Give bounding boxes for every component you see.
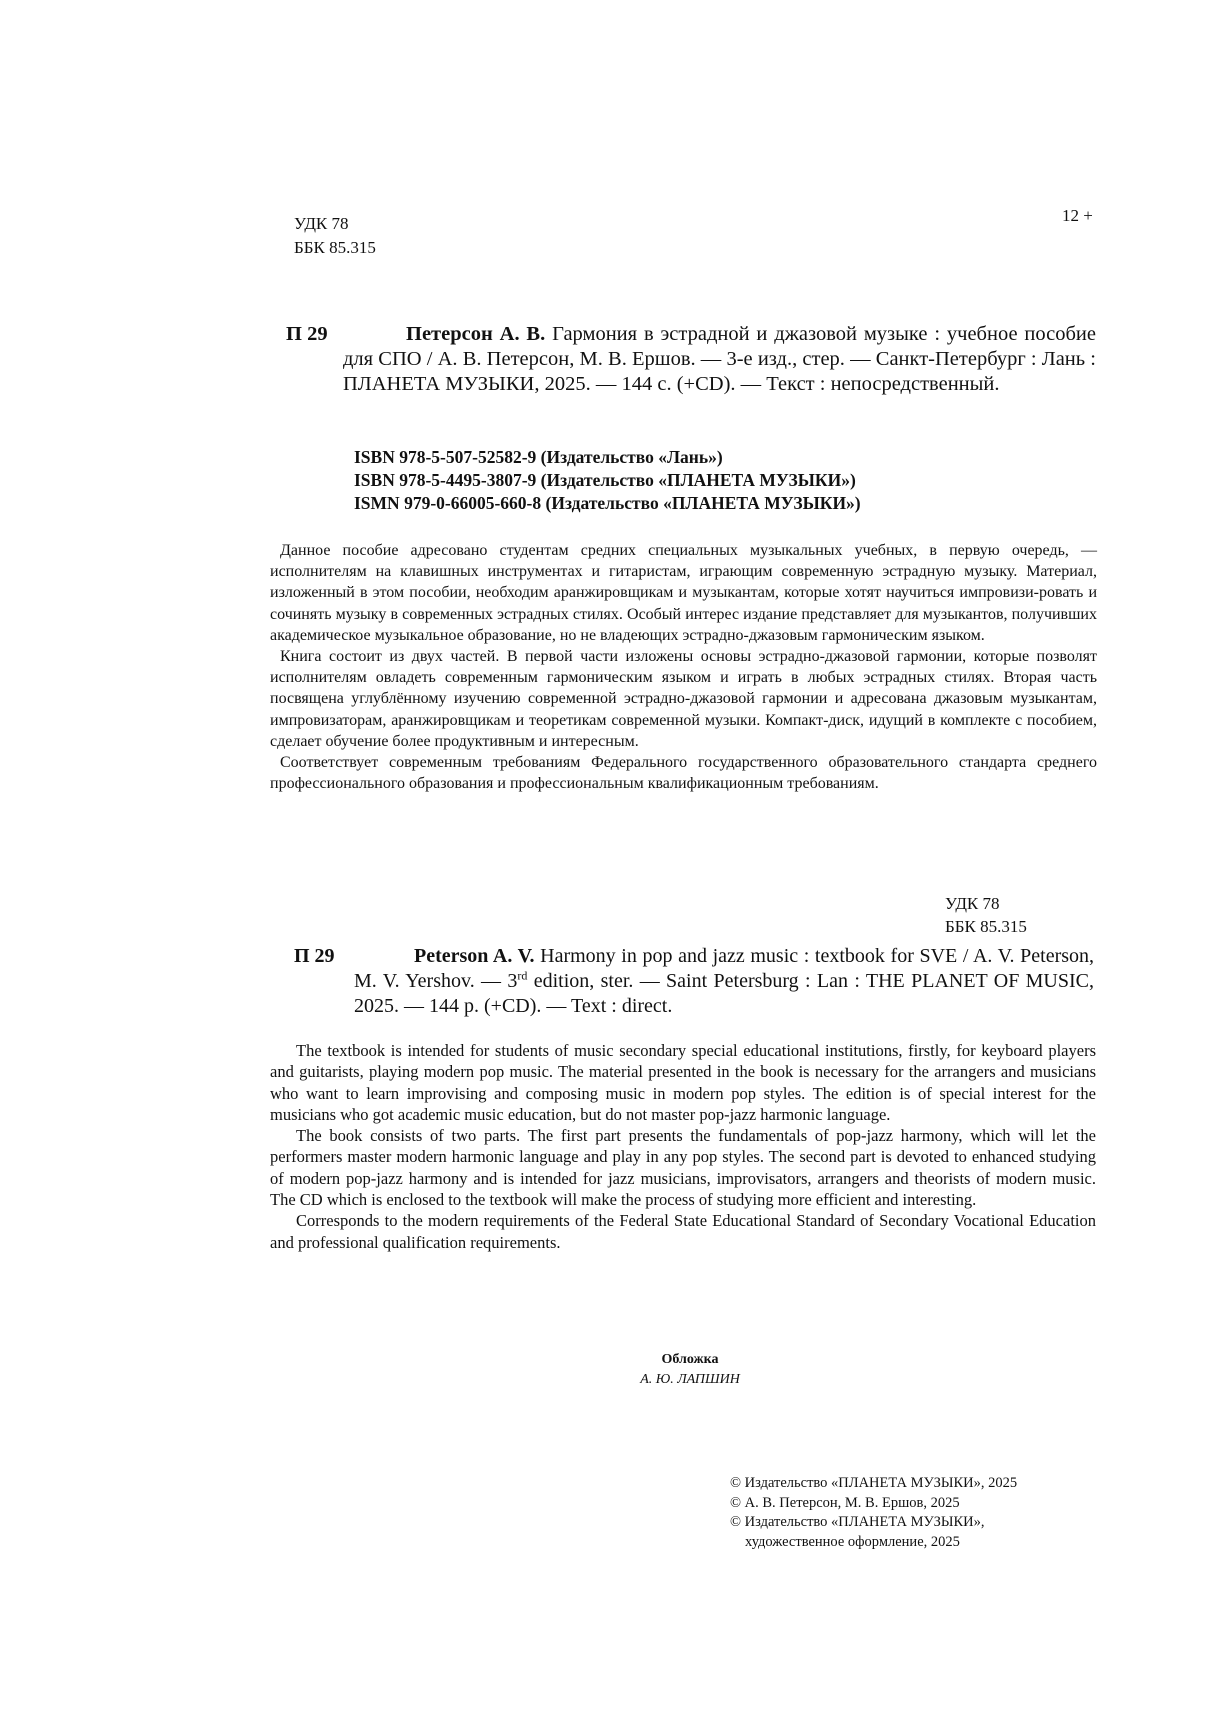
entry-description: Гармония в эстрадной и джазовой музыке : учебное пособие для СПО / А. В. Петерсон, М. В. Ершов. — 3-е изд., стер. — Санкт-Петербург : Лань : ПЛАНЕТА МУЗЫКИ, 2025. — 144 с. (+CD). — Текст : непосредственный.: [343, 323, 1096, 395]
copyright-block: [730, 1474, 1017, 1552]
entry-description-cont: edition, ster. — Saint Petersburg : Lan : THE PLANET OF MUSIC, 2025. — 144 p. (+CD). — Text : direct.: [354, 970, 1094, 1017]
udk-code: УДК 78: [945, 894, 1000, 913]
isbn-line: ISBN 978-5-507-52582-9 (Издательство «Лань»): [354, 447, 723, 467]
author-mark: П 29: [294, 945, 335, 967]
abstract-paragraph: The book consists of two parts. The first part presents the fundamentals of pop-jazz harmony, which will let the performers master modern harmonic language and play in any pop styles. The second part is devoted to enhanced studying of modern pop-jazz harmony and is intended for jazz musicians, improvisators, arrangers and theorists of modern music. The CD which is enclosed to the textbook will make the process of studying more efficient and interesting.: [270, 1126, 1096, 1210]
annotation-paragraph: Данное пособие адресовано студентам средних специальных музыкальных учебных, в первую очередь, — исполнителям на клавишных инструментах и гитаристам, играющим современную эстрадную музыку. Материал, изложенный в этом пособии, необходим аранжировщикам и музыкантам, которые хотят научиться импровизи-ровать и сочинять музыку в современных эстрадных стилях. Особый интерес издание представляет для музыкантов, получивших академическое музыкальное образование, но не владеющих эстрадно-джазовым гармоническим языком.: [270, 542, 1097, 644]
cover-designer: А. Ю. ЛАПШИН: [640, 1372, 740, 1387]
bbk-code: ББК 85.315: [294, 238, 376, 257]
cover-credit: [560, 1350, 820, 1390]
bibliographic-entry-ru: [286, 322, 1096, 397]
annotation-paragraph: Соответствует современным требованиям Федерального государственного образовательного стандарта среднего профессионального образования и профессиональным квалификационным требованиям.: [270, 754, 1097, 793]
entry-description: Harmony in pop and jazz music : textbook for SVE / A. V. Peterson, M. V. Yershov. — 3: [354, 945, 1095, 992]
copyright-line: © А. В. Петерсон, М. В. Ершов, 2025: [730, 1494, 960, 1511]
author-name: Peterson A. V.: [414, 945, 535, 967]
copyright-line: © Издательство «ПЛАНЕТА МУЗЫКИ»,: [730, 1514, 985, 1530]
udk-code: УДК 78: [294, 214, 349, 233]
entry-text: [343, 322, 1096, 397]
bibliographic-entry-en: [294, 944, 1094, 1019]
annotation-ru: [270, 540, 1097, 794]
ordinal-suffix: rd: [517, 968, 528, 983]
bbk-code: ББК 85.315: [945, 917, 1027, 936]
annotation-paragraph: Книга состоит из двух частей. В первой части изложены основы эстрадно-джазовой гармонии, которые позволят исполнителям овладеть современным гармоническим языком и играть в любых эстрадных стилях. Вторая часть посвящена углублённому изучению современной эстрадно-джазовой гармонии и адресована джазовым музыкантам, импровизаторам, аранжировщикам и теоретикам современной музыки. Компакт-диск, идущий в комплекте с пособием, сделает обучение более продуктивным и интересным.: [270, 648, 1097, 750]
author-name: Петерсон А. В.: [406, 323, 546, 345]
abstract-en: [270, 1040, 1096, 1253]
age-rating: 12 +: [1062, 206, 1093, 225]
author-mark: П 29: [286, 323, 328, 345]
isbn-list: [354, 446, 861, 515]
ismn-line: ISMN 979-0-66005-660-8 (Издательство «ПЛАНЕТА МУЗЫКИ»): [354, 493, 861, 513]
udk-block-mid: [945, 892, 1027, 938]
copyright-line: © Издательство «ПЛАНЕТА МУЗЫКИ», 2025: [730, 1475, 1018, 1491]
isbn-line: ISBN 978-5-4495-3807-9 (Издательство «ПЛАНЕТА МУЗЫКИ»): [354, 470, 856, 490]
cover-label: Обложка: [661, 1352, 719, 1367]
copyright-line: художественное оформление, 2025: [745, 1533, 960, 1550]
entry-text: [354, 944, 1094, 1019]
udk-block-top: [294, 212, 376, 260]
abstract-paragraph: The textbook is intended for students of music secondary special educational institutions, firstly, for keyboard players and guitarists, playing modern pop music. The material presented in the book is necessary for the arrangers and musicians who want to learn improvising and composing music in modern pop styles. The edition is of special interest for the musicians who got academic music education, but do not master pop-jazz harmonic language.: [270, 1041, 1096, 1124]
abstract-paragraph: Corresponds to the modern requirements of the Federal State Educational Standard of Secondary Vocational Education and professional qualification requirements.: [270, 1211, 1096, 1252]
